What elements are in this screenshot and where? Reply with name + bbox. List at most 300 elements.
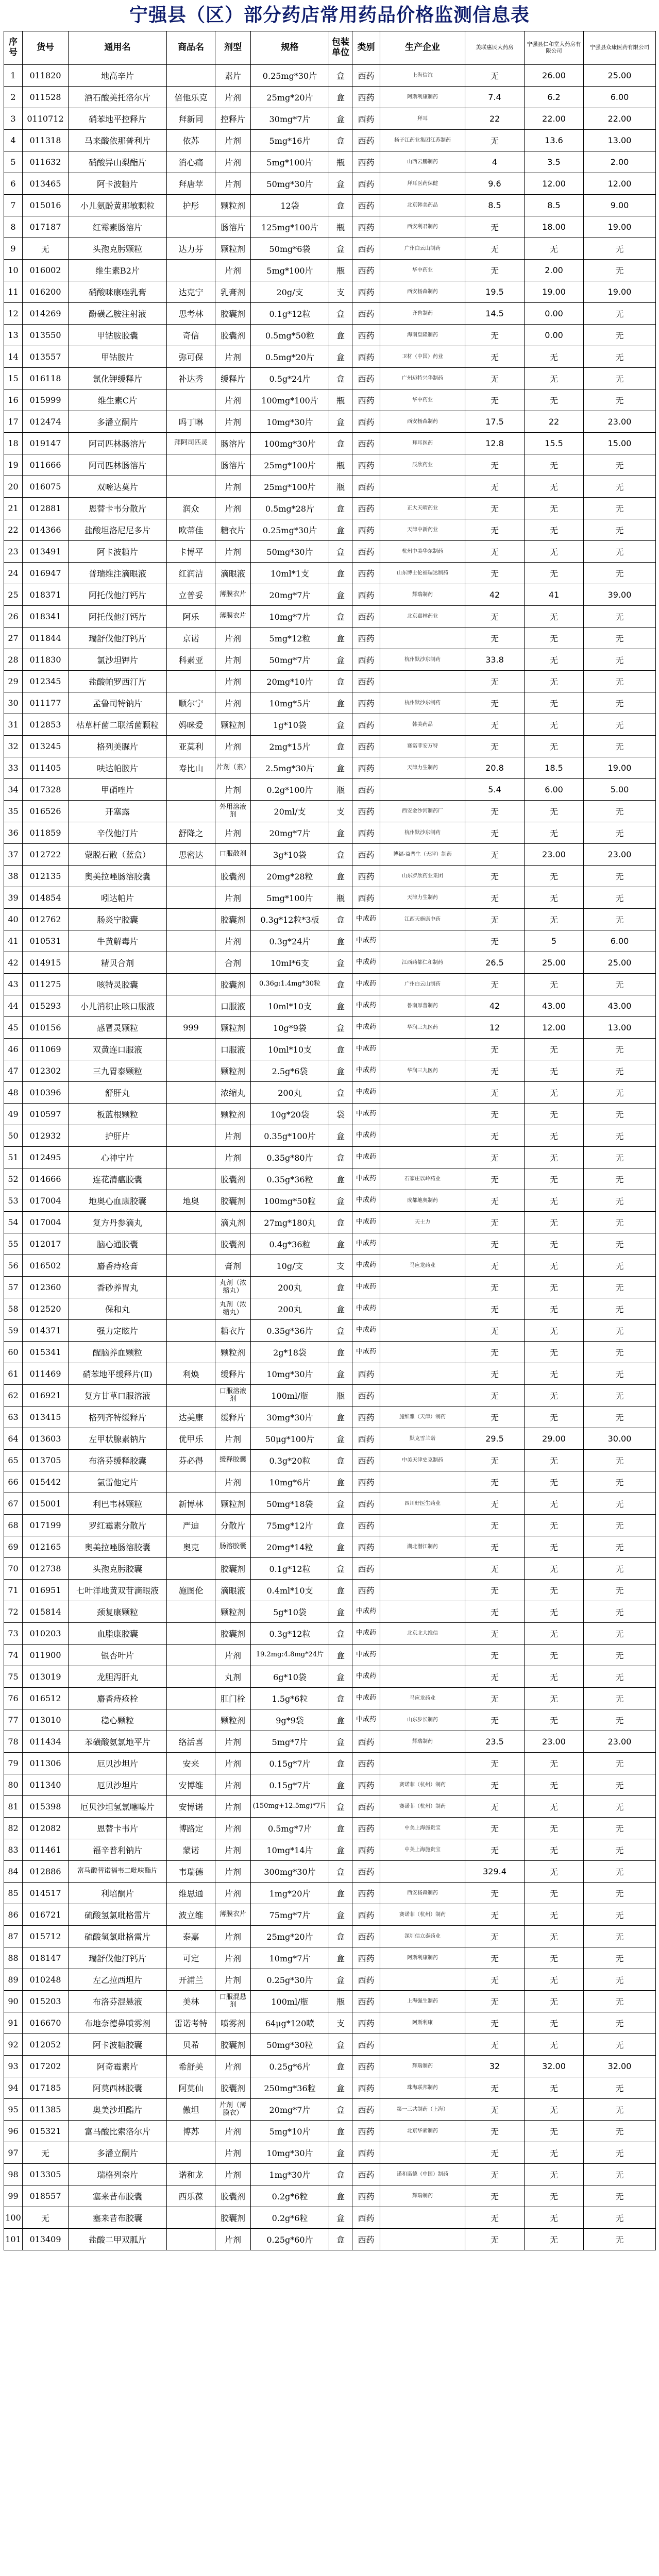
price-pharmacy-1-cell: 无: [465, 238, 525, 260]
pack-unit-cell: 盒: [329, 1125, 352, 1147]
generic-name-cell: 护肝片: [69, 1125, 167, 1147]
price-pharmacy-2-cell: 22: [525, 411, 584, 433]
seq-cell: 99: [4, 2185, 23, 2207]
pack-unit-cell: 盒: [329, 1709, 352, 1731]
manufacturer-cell: 珠海联邦制药: [380, 2077, 465, 2099]
price-pharmacy-1-cell: 无: [465, 1342, 525, 1363]
pack-unit-cell: 盒: [329, 498, 352, 519]
dosage-form-cell: 颗粒剂: [215, 1342, 251, 1363]
price-pharmacy-2-cell: 无: [525, 1666, 584, 1688]
table-row: [4, 2121, 656, 2142]
category-cell: 西药: [352, 433, 380, 454]
price-pharmacy-3-cell: 无: [584, 1688, 656, 1709]
generic-name-cell: 恩替卡韦分散片: [69, 498, 167, 519]
price-pharmacy-1-cell: 无: [465, 1125, 525, 1147]
price-pharmacy-1-cell: 无: [465, 866, 525, 887]
generic-name-cell: 阿卡波糖胶囊: [69, 2034, 167, 2056]
code-cell: 013010: [23, 1709, 69, 1731]
dosage-form-cell: 糖衣片: [215, 1320, 251, 1342]
category-cell: 西药: [352, 195, 380, 216]
generic-name-cell: 保和丸: [69, 1298, 167, 1320]
brand-name-cell: 拜唐苹: [167, 173, 215, 195]
price-pharmacy-2-cell: 无: [525, 2012, 584, 2034]
code-cell: 012082: [23, 1818, 69, 1839]
category-cell: 中成药: [352, 995, 380, 1017]
seq-cell: 79: [4, 1753, 23, 1774]
category-cell: 中成药: [352, 1709, 380, 1731]
dosage-form-cell: 胶囊剂: [215, 2207, 251, 2229]
price-pharmacy-1-cell: 无: [465, 476, 525, 498]
manufacturer-cell: [380, 1471, 465, 1493]
category-cell: 西药: [352, 1861, 380, 1883]
code-cell: 015293: [23, 995, 69, 1017]
price-pharmacy-2-cell: 无: [525, 1688, 584, 1709]
generic-name-cell: 布洛芬混悬液: [69, 1991, 167, 2012]
table-row: [4, 2034, 656, 2056]
price-pharmacy-1-cell: 无: [465, 260, 525, 281]
pack-unit-cell: 盒: [329, 1645, 352, 1666]
seq-cell: 10: [4, 260, 23, 281]
price-pharmacy-3-cell: 无: [584, 1060, 656, 1082]
code-cell: 011069: [23, 1039, 69, 1060]
price-pharmacy-3-cell: 无: [584, 628, 656, 649]
pack-unit-cell: 瓶: [329, 887, 352, 909]
pack-unit-cell: 盒: [329, 1406, 352, 1428]
spec-cell: 1mg*20片: [251, 1883, 329, 1904]
code-cell: 010248: [23, 1969, 69, 1991]
code-cell: 010531: [23, 930, 69, 952]
price-pharmacy-3-cell: 无: [584, 368, 656, 389]
generic-name-cell: 瑞格列奈片: [69, 2164, 167, 2185]
code-cell: 014915: [23, 952, 69, 974]
seq-cell: 16: [4, 389, 23, 411]
dosage-form-cell: 胶囊剂: [215, 303, 251, 325]
seq-cell: 13: [4, 325, 23, 346]
brand-name-cell: 安来: [167, 1753, 215, 1774]
brand-name-cell: 达克宁: [167, 281, 215, 303]
table-row: [4, 1493, 656, 1515]
dosage-form-cell: 胶囊剂: [215, 1168, 251, 1190]
category-cell: 西药: [352, 887, 380, 909]
spec-cell: 30mg*30片: [251, 1406, 329, 1428]
manufacturer-cell: 湖北潜江制药: [380, 1536, 465, 1558]
table-row: [4, 1991, 656, 2012]
pack-unit-cell: 盒: [329, 1796, 352, 1818]
pack-unit-cell: 盒: [329, 1298, 352, 1320]
brand-name-cell: [167, 1342, 215, 1363]
pack-unit-cell: 盒: [329, 325, 352, 346]
pack-unit-cell: 盒: [329, 606, 352, 628]
spec-cell: 75mg*12片: [251, 1515, 329, 1536]
price-pharmacy-1-cell: 无: [465, 2164, 525, 2185]
category-cell: 西药: [352, 2012, 380, 2034]
generic-name-cell: 阿奇霉素片: [69, 2056, 167, 2077]
generic-name-cell: 富马酸比索洛尔片: [69, 2121, 167, 2142]
table-row: [4, 1017, 656, 1039]
table-row: [4, 1926, 656, 1947]
spec-cell: 20mg*7片: [251, 584, 329, 606]
price-pharmacy-2-cell: 无: [525, 1601, 584, 1623]
table-row: [4, 303, 656, 325]
seq-cell: 19: [4, 454, 23, 476]
table-row: [4, 195, 656, 216]
table-row: [4, 1082, 656, 1104]
seq-cell: 37: [4, 844, 23, 866]
table-row: [4, 411, 656, 433]
seq-cell: 96: [4, 2121, 23, 2142]
table-row: [4, 1471, 656, 1493]
generic-name-cell: 三九胃泰颗粒: [69, 1060, 167, 1082]
pack-unit-cell: 盒: [329, 1233, 352, 1255]
dosage-form-cell: 缓释片: [215, 368, 251, 389]
generic-name-cell: 硝苯地平控释片: [69, 108, 167, 130]
seq-cell: 58: [4, 1298, 23, 1320]
spec-cell: 20mg*14粒: [251, 1536, 329, 1558]
seq-cell: 75: [4, 1666, 23, 1688]
brand-name-cell: [167, 1168, 215, 1190]
code-cell: 015001: [23, 1493, 69, 1515]
pack-unit-cell: 盒: [329, 195, 352, 216]
category-cell: 西药: [352, 736, 380, 757]
price-pharmacy-3-cell: 6.00: [584, 87, 656, 108]
manufacturer-cell: [380, 476, 465, 498]
seq-cell: 34: [4, 779, 23, 801]
pack-unit-cell: 瓶: [329, 151, 352, 173]
brand-name-cell: [167, 801, 215, 822]
spec-cell: 10g*9袋: [251, 1017, 329, 1039]
price-pharmacy-2-cell: 无: [525, 1168, 584, 1190]
dosage-form-cell: 口服溶液剂: [215, 1385, 251, 1406]
brand-name-cell: 科素亚: [167, 649, 215, 671]
table-row: [4, 2077, 656, 2099]
price-pharmacy-3-cell: 无: [584, 1558, 656, 1580]
spec-cell: 10mg*30片: [251, 2142, 329, 2164]
pack-unit-cell: 盒: [329, 1731, 352, 1753]
category-cell: 西药: [352, 498, 380, 519]
price-pharmacy-1-cell: 无: [465, 1493, 525, 1515]
pack-unit-cell: 盒: [329, 1320, 352, 1342]
brand-name-cell: [167, 779, 215, 801]
spec-cell: 5mg*100片: [251, 151, 329, 173]
code-cell: 014854: [23, 887, 69, 909]
generic-name-cell: 头孢克肟颗粒: [69, 238, 167, 260]
brand-name-cell: [167, 930, 215, 952]
manufacturer-cell: [380, 1515, 465, 1536]
manufacturer-cell: [380, 1363, 465, 1385]
price-pharmacy-2-cell: 12.00: [525, 173, 584, 195]
generic-name-cell: 小儿氨酚黄那敏颗粒: [69, 195, 167, 216]
table-row: [4, 1753, 656, 1774]
price-pharmacy-2-cell: 无: [525, 1883, 584, 1904]
category-cell: 西药: [352, 1450, 380, 1471]
price-pharmacy-2-cell: 23.00: [525, 844, 584, 866]
price-pharmacy-2-cell: 无: [525, 1363, 584, 1385]
spec-cell: 0.2g*6粒: [251, 2207, 329, 2229]
category-cell: 西药: [352, 649, 380, 671]
category-cell: 西药: [352, 822, 380, 844]
spec-cell: 50mg*30片: [251, 541, 329, 563]
brand-name-cell: 可定: [167, 1947, 215, 1969]
spec-cell: 10g/支: [251, 1255, 329, 1277]
generic-name-cell: 利巴韦林颗粒: [69, 1493, 167, 1515]
spec-cell: 250mg*36粒: [251, 2077, 329, 2099]
generic-name-cell: 舒肝丸: [69, 1082, 167, 1104]
dosage-form-cell: 合剂: [215, 952, 251, 974]
brand-name-cell: 立普妥: [167, 584, 215, 606]
seq-cell: 81: [4, 1796, 23, 1818]
brand-name-cell: 安博诺: [167, 1796, 215, 1818]
manufacturer-cell: [380, 1320, 465, 1342]
seq-cell: 3: [4, 108, 23, 130]
price-pharmacy-2-cell: 43.00: [525, 995, 584, 1017]
dosage-form-cell: 颗粒剂: [215, 1104, 251, 1125]
seq-cell: 18: [4, 433, 23, 454]
generic-name-cell: 甲硝唑片: [69, 779, 167, 801]
brand-name-cell: 博路定: [167, 1818, 215, 1839]
generic-name-cell: 厄贝沙坦氢氯噻嗪片: [69, 1796, 167, 1818]
table-row: [4, 2099, 656, 2121]
price-pharmacy-3-cell: 39.00: [584, 584, 656, 606]
dosage-form-cell: 胶囊剂: [215, 325, 251, 346]
manufacturer-cell: 深圳信立泰药业: [380, 1926, 465, 1947]
category-cell: 中成药: [352, 1623, 380, 1645]
brand-name-cell: 安博维: [167, 1774, 215, 1796]
code-cell: 011177: [23, 692, 69, 714]
brand-name-cell: 美林: [167, 1991, 215, 2012]
dosage-form-cell: 滴眼液: [215, 1580, 251, 1601]
generic-name-cell: 双黄连口服液: [69, 1039, 167, 1060]
code-cell: 011340: [23, 1774, 69, 1796]
price-pharmacy-1-cell: 无: [465, 736, 525, 757]
table-row: [4, 454, 656, 476]
price-pharmacy-1-cell: 无: [465, 930, 525, 952]
price-pharmacy-2-cell: 无: [525, 1277, 584, 1298]
spec-cell: 75mg*7片: [251, 1904, 329, 1926]
col-dosage-form: 剂型: [215, 31, 251, 65]
code-cell: 011405: [23, 757, 69, 779]
brand-name-cell: [167, 1233, 215, 1255]
category-cell: 中成药: [352, 1168, 380, 1190]
generic-name-cell: 阿托伐他汀钙片: [69, 606, 167, 628]
brand-name-cell: 补达秀: [167, 368, 215, 389]
code-cell: 015712: [23, 1926, 69, 1947]
table-row: [4, 866, 656, 887]
code-cell: 013019: [23, 1666, 69, 1688]
dosage-form-cell: 片剂: [215, 1947, 251, 1969]
category-cell: 西药: [352, 476, 380, 498]
price-pharmacy-3-cell: 无: [584, 974, 656, 995]
code-cell: 013550: [23, 325, 69, 346]
price-pharmacy-2-cell: 无: [525, 649, 584, 671]
spec-cell: 10mg*30片: [251, 1363, 329, 1385]
spec-cell: 0.25mg*30片: [251, 519, 329, 541]
price-pharmacy-2-cell: 41: [525, 584, 584, 606]
code-cell: 012932: [23, 1125, 69, 1147]
pack-unit-cell: 盒: [329, 2056, 352, 2077]
price-pharmacy-3-cell: 无: [584, 454, 656, 476]
table-row: [4, 909, 656, 930]
table-row: [4, 1839, 656, 1861]
brand-name-cell: [167, 454, 215, 476]
code-cell: 012520: [23, 1298, 69, 1320]
price-pharmacy-2-cell: 无: [525, 238, 584, 260]
category-cell: 西药: [352, 1839, 380, 1861]
brand-name-cell: [167, 1082, 215, 1104]
code-cell: 019147: [23, 433, 69, 454]
dosage-form-cell: 缓释片: [215, 1363, 251, 1385]
category-cell: 西药: [352, 1493, 380, 1515]
brand-name-cell: [167, 389, 215, 411]
brand-name-cell: [167, 2207, 215, 2229]
price-pharmacy-2-cell: 无: [525, 1623, 584, 1645]
seq-cell: 89: [4, 1969, 23, 1991]
category-cell: 中成药: [352, 1104, 380, 1125]
price-pharmacy-2-cell: 8.5: [525, 195, 584, 216]
category-cell: 西药: [352, 411, 380, 433]
category-cell: 西药: [352, 1580, 380, 1601]
price-pharmacy-1-cell: 无: [465, 1363, 525, 1385]
price-pharmacy-2-cell: 无: [525, 2164, 584, 2185]
table-row: [4, 2185, 656, 2207]
manufacturer-cell: 马应龙药业: [380, 1255, 465, 1277]
category-cell: 西药: [352, 260, 380, 281]
manufacturer-cell: [380, 1277, 465, 1298]
price-pharmacy-1-cell: 无: [465, 1883, 525, 1904]
category-cell: 中成药: [352, 1298, 380, 1320]
pack-unit-cell: 支: [329, 281, 352, 303]
seq-cell: 49: [4, 1104, 23, 1125]
price-pharmacy-2-cell: 无: [525, 389, 584, 411]
category-cell: 西药: [352, 1991, 380, 2012]
category-cell: 西药: [352, 2034, 380, 2056]
brand-name-cell: 利焕: [167, 1363, 215, 1385]
code-cell: 012474: [23, 411, 69, 433]
price-pharmacy-2-cell: 无: [525, 1969, 584, 1991]
pack-unit-cell: 盒: [329, 1342, 352, 1363]
price-pharmacy-3-cell: 13.00: [584, 130, 656, 151]
spec-cell: 0.35g*80片: [251, 1147, 329, 1168]
price-pharmacy-2-cell: 13.6: [525, 130, 584, 151]
dosage-form-cell: 片剂: [215, 2056, 251, 2077]
category-cell: 西药: [352, 1428, 380, 1450]
table-row: [4, 779, 656, 801]
spec-cell: 10mg*30片: [251, 411, 329, 433]
category-cell: 西药: [352, 801, 380, 822]
price-pharmacy-3-cell: 无: [584, 1493, 656, 1515]
table-row: [4, 2056, 656, 2077]
table-row: [4, 368, 656, 389]
price-pharmacy-2-cell: 无: [525, 1104, 584, 1125]
manufacturer-cell: 杭州默沙东制药: [380, 692, 465, 714]
category-cell: 西药: [352, 2185, 380, 2207]
manufacturer-cell: [380, 1342, 465, 1363]
brand-name-cell: 傲坦: [167, 2099, 215, 2121]
code-cell: 016670: [23, 2012, 69, 2034]
price-pharmacy-2-cell: 0.00: [525, 325, 584, 346]
dosage-form-cell: 片剂: [215, 692, 251, 714]
price-pharmacy-1-cell: 无: [465, 2185, 525, 2207]
code-cell: 012135: [23, 866, 69, 887]
manufacturer-cell: 马应龙药业: [380, 1688, 465, 1709]
brand-name-cell: [167, 65, 215, 87]
generic-name-cell: 双嘧达莫片: [69, 476, 167, 498]
manufacturer-cell: 杭州默沙东制药: [380, 822, 465, 844]
dosage-form-cell: 胶囊剂: [215, 2185, 251, 2207]
dosage-form-cell: 分散片: [215, 1515, 251, 1536]
report-title: 宁强县（区）部分药店常用药品价格监测信息表: [129, 5, 530, 26]
price-pharmacy-1-cell: 无: [465, 887, 525, 909]
manufacturer-cell: 杭州中美华东制药: [380, 541, 465, 563]
spec-cell: 0.35g*100片: [251, 1125, 329, 1147]
table-row: [4, 1320, 656, 1342]
seq-cell: 45: [4, 1017, 23, 1039]
price-pharmacy-3-cell: 12.00: [584, 173, 656, 195]
price-pharmacy-1-cell: 32: [465, 2056, 525, 2077]
price-pharmacy-2-cell: 无: [525, 1298, 584, 1320]
category-cell: 中成药: [352, 952, 380, 974]
dosage-form-cell: 片剂: [215, 1731, 251, 1753]
price-pharmacy-1-cell: 无: [465, 541, 525, 563]
manufacturer-cell: 拜耳医药: [380, 433, 465, 454]
seq-cell: 25: [4, 584, 23, 606]
pack-unit-cell: 盒: [329, 1060, 352, 1082]
price-pharmacy-1-cell: 无: [465, 1753, 525, 1774]
dosage-form-cell: 外用溶液剂: [215, 801, 251, 822]
price-pharmacy-1-cell: 无: [465, 1212, 525, 1233]
pack-unit-cell: 盒: [329, 1471, 352, 1493]
spec-cell: 100ml/瓶: [251, 1991, 329, 2012]
seq-cell: 47: [4, 1060, 23, 1082]
pack-unit-cell: 盒: [329, 671, 352, 692]
pack-unit-cell: 盒: [329, 757, 352, 779]
generic-name-cell: 恩替卡韦片: [69, 1818, 167, 1839]
code-cell: 012495: [23, 1147, 69, 1168]
price-pharmacy-3-cell: 无: [584, 1818, 656, 1839]
table-row: [4, 1688, 656, 1709]
category-cell: 西药: [352, 1774, 380, 1796]
price-pharmacy-3-cell: 无: [584, 1104, 656, 1125]
generic-name-cell: 氯化钾缓释片: [69, 368, 167, 389]
spec-cell: 0.35g*36片: [251, 1320, 329, 1342]
price-pharmacy-3-cell: 无: [584, 2099, 656, 2121]
generic-name-cell: 甲钴胺片: [69, 346, 167, 368]
seq-cell: 83: [4, 1839, 23, 1861]
spec-cell: 0.2g*6粒: [251, 2185, 329, 2207]
generic-name-cell: 硝酸咪康唑乳膏: [69, 281, 167, 303]
dosage-form-cell: 片剂: [215, 1471, 251, 1493]
price-pharmacy-1-cell: 无: [465, 1601, 525, 1623]
price-pharmacy-2-cell: 无: [525, 1709, 584, 1731]
price-pharmacy-2-cell: 26.00: [525, 65, 584, 87]
pack-unit-cell: 盒: [329, 584, 352, 606]
price-pharmacy-2-cell: 无: [525, 1493, 584, 1515]
manufacturer-cell: 北京韩美药品: [380, 195, 465, 216]
price-pharmacy-2-cell: 无: [525, 346, 584, 368]
price-pharmacy-1-cell: 无: [465, 2142, 525, 2164]
manufacturer-cell: [380, 930, 465, 952]
category-cell: 西药: [352, 1904, 380, 1926]
dosage-form-cell: 片剂: [215, 628, 251, 649]
price-pharmacy-2-cell: 无: [525, 801, 584, 822]
code-cell: 015341: [23, 1342, 69, 1363]
seq-cell: 7: [4, 195, 23, 216]
manufacturer-cell: 博福-益普生（天津）制药: [380, 844, 465, 866]
price-pharmacy-1-cell: 无: [465, 628, 525, 649]
price-pharmacy-1-cell: 17.5: [465, 411, 525, 433]
price-pharmacy-1-cell: 12: [465, 1017, 525, 1039]
spec-cell: 20mg*7片: [251, 822, 329, 844]
price-pharmacy-1-cell: 无: [465, 346, 525, 368]
